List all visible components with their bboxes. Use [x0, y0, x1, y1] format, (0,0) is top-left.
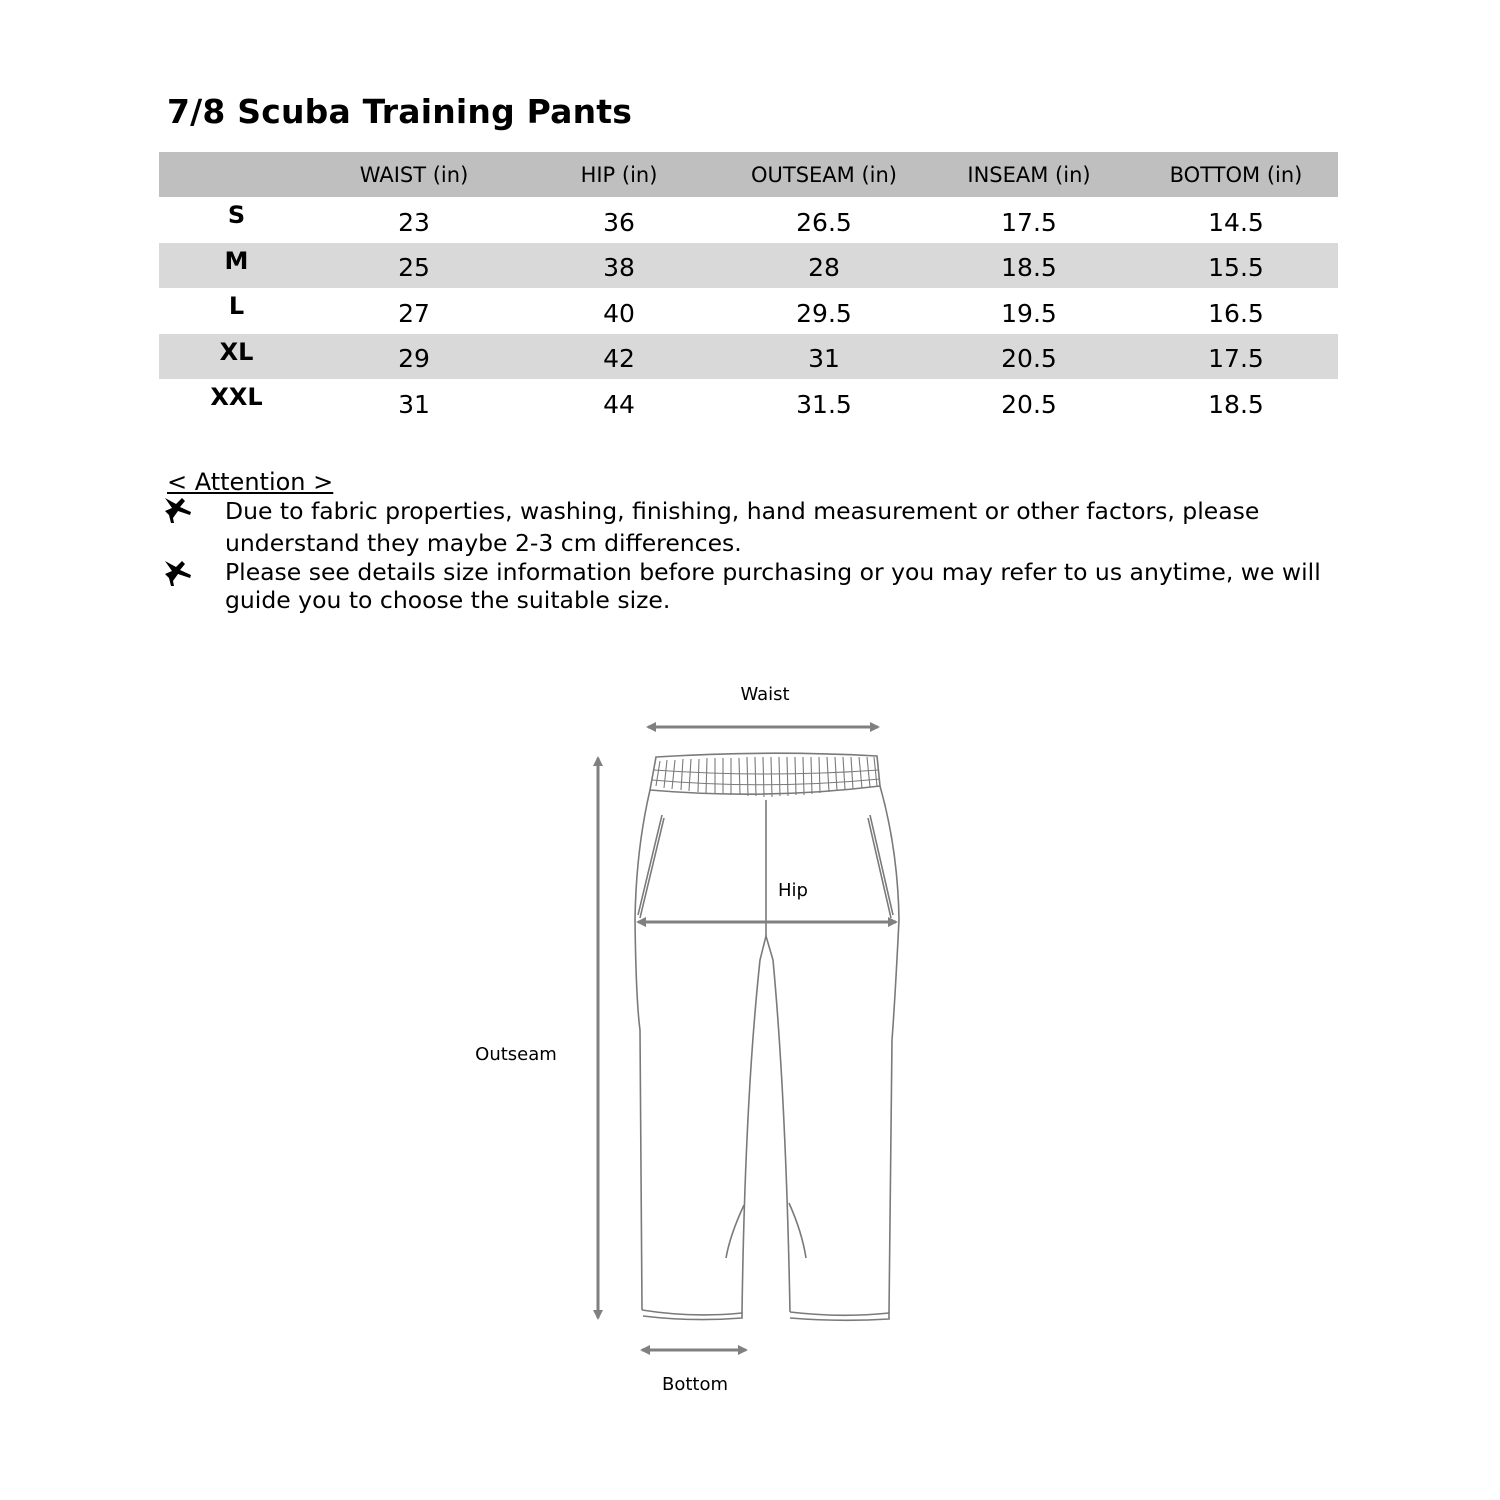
- outseam-value: 29.5: [796, 298, 852, 328]
- pants-outline: [635, 753, 899, 1320]
- size-label: XXL: [210, 383, 263, 411]
- header-inseam: INSEAM (in): [924, 152, 1134, 197]
- size-label: M: [159, 243, 314, 289]
- hip-label: Hip: [778, 880, 808, 901]
- header-outseam: OUTSEAM (in): [724, 152, 924, 197]
- waist-label: Waist: [740, 684, 790, 705]
- outseam-label: Outseam: [475, 1044, 557, 1065]
- inseam-value: 20.5: [924, 334, 1134, 380]
- waist-value: 31: [398, 389, 430, 419]
- size-label: L: [228, 292, 245, 320]
- inseam-value: 17.5: [1001, 207, 1057, 237]
- hip-value: 44: [603, 389, 635, 419]
- attention-heading: < Attention >: [167, 468, 334, 496]
- page-title: 7/8 Scuba Training Pants: [167, 92, 633, 131]
- header-hip: HIP (in): [514, 152, 724, 197]
- outseam-value: 31: [724, 334, 924, 380]
- bottom-value: 14.5: [1208, 207, 1264, 237]
- bottom-value: 17.5: [1134, 334, 1338, 380]
- outseam-value: 26.5: [796, 207, 852, 237]
- waist-value: 29: [314, 334, 514, 380]
- hip-value: 36: [603, 207, 635, 237]
- hip-value: 42: [514, 334, 724, 380]
- waist-value: 27: [398, 298, 430, 328]
- bottom-value: 18.5: [1208, 389, 1264, 419]
- hip-value: 38: [514, 243, 724, 289]
- waist-value: 25: [314, 243, 514, 289]
- attention-note-text: Due to fabric properties, washing, finishing, hand measurement or other factors, please understand they maybe 2-3 cm differences.: [225, 497, 1260, 557]
- inseam-value: 20.5: [1001, 389, 1057, 419]
- bottom-value: 16.5: [1208, 298, 1264, 328]
- size-label: XL: [159, 334, 314, 380]
- outseam-value: 31.5: [796, 389, 852, 419]
- waist-value: 23: [398, 207, 430, 237]
- size-label: S: [227, 201, 246, 229]
- header-waist: WAIST (in): [314, 152, 514, 197]
- outseam-value: 28: [724, 243, 924, 289]
- bottom-label: Bottom: [661, 1374, 729, 1395]
- attention-note-text: Please see details size information before purchasing or you may refer to us anytime, we will guide you to choose the suitable size.: [225, 558, 1321, 614]
- inseam-value: 18.5: [924, 243, 1134, 289]
- bottom-value: 15.5: [1134, 243, 1338, 289]
- header-bottom: BOTTOM (in): [1134, 152, 1338, 197]
- hip-value: 40: [603, 298, 635, 328]
- inseam-value: 19.5: [1001, 298, 1057, 328]
